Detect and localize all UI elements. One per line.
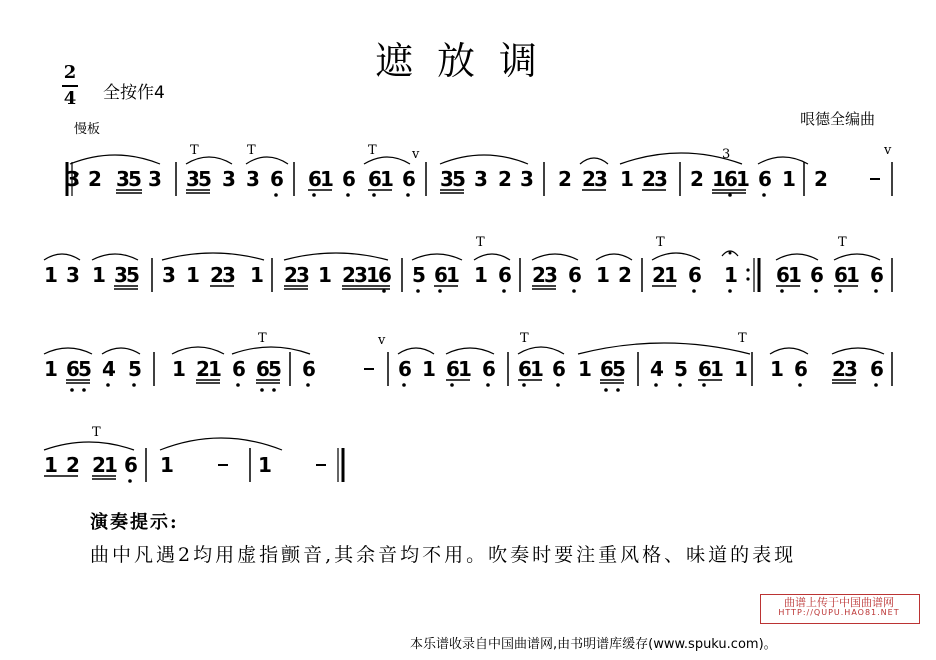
key-note: 全按作4 (103, 83, 165, 103)
note: 1 (788, 263, 802, 287)
note: 1 (782, 167, 796, 191)
note: 6 (794, 357, 808, 381)
low-octave-dot (572, 289, 576, 293)
slur (70, 155, 160, 164)
note: 6 (834, 263, 848, 287)
low-octave-dot (728, 193, 732, 197)
note: 3 (66, 263, 80, 287)
watermark-line1: 曲谱上传于中国曲谱网 (784, 596, 894, 609)
note: 6 (498, 263, 512, 287)
low-octave-dot (128, 479, 132, 483)
note: 3 (474, 167, 488, 191)
note: 3 (654, 167, 668, 191)
note: 6 (398, 357, 412, 381)
low-octave-dot (236, 383, 240, 387)
low-octave-dot (406, 193, 410, 197)
note: 6 (870, 357, 884, 381)
note: 6 (552, 357, 566, 381)
breath-mark: v (884, 143, 892, 158)
repeat-dot (746, 268, 749, 271)
note: 1 (724, 263, 738, 287)
trill-mark: T (190, 143, 199, 158)
note: 3 (296, 263, 310, 287)
note: 6 (600, 357, 614, 381)
slur (412, 254, 462, 260)
note: 2 (618, 263, 632, 287)
note: 5 (268, 357, 282, 381)
note: 3 (440, 167, 454, 191)
note: 2 (814, 167, 828, 191)
note: 1 (474, 263, 488, 287)
note: 3 (844, 357, 858, 381)
low-octave-dot (556, 383, 560, 387)
note: 6 (270, 167, 284, 191)
note: 2 (66, 453, 80, 477)
note: 1 (846, 263, 860, 287)
slur (776, 254, 818, 260)
trill-mark: T (92, 425, 101, 440)
note: 1 (530, 357, 544, 381)
composer-credit: 哏德全编曲 (800, 110, 876, 128)
note: 6 (446, 357, 460, 381)
note: 1 (250, 263, 264, 287)
note: 1 (770, 357, 784, 381)
note: 4 (102, 357, 116, 381)
note: 5 (452, 167, 466, 191)
slur (232, 347, 310, 354)
slur (44, 348, 92, 354)
low-octave-dot (678, 383, 682, 387)
note: 1 (44, 453, 58, 477)
slur (398, 348, 434, 354)
watermark-line2: HTTP://QUPU.HAO81.NET (778, 608, 900, 617)
note: 1 (446, 263, 460, 287)
low-octave-dot (272, 388, 276, 392)
note: 1 (578, 357, 592, 381)
time-signature-denominator: 4 (63, 88, 77, 109)
footer-note: 本乐谱收录自中国曲谱网,由书明谱库缓存(www.spuku.com)。 (410, 637, 777, 652)
performance-hint-title: 演奏提示: (90, 512, 179, 533)
note: 1 (160, 453, 174, 477)
slur (92, 254, 138, 260)
note: 1 (318, 263, 332, 287)
low-octave-dot (306, 383, 310, 387)
low-octave-dot (416, 289, 420, 293)
note: 1 (736, 167, 750, 191)
slur (102, 348, 140, 354)
score-title: 遮放调 (374, 39, 561, 83)
trill-mark: T (476, 235, 485, 250)
low-octave-dot (728, 289, 732, 293)
note: 3 (520, 167, 534, 191)
note: 3 (66, 167, 80, 191)
slur (758, 157, 808, 164)
note: 1 (172, 357, 186, 381)
trill-mark: T (520, 331, 529, 346)
note: 6 (124, 453, 138, 477)
note: 1 (44, 263, 58, 287)
slur (284, 253, 388, 260)
slur (580, 158, 608, 164)
note: 1 (620, 167, 634, 191)
repeat-dot (746, 277, 749, 280)
low-octave-dot (372, 193, 376, 197)
low-octave-dot (260, 388, 264, 392)
note: 2 (210, 263, 224, 287)
note: 6 (256, 357, 270, 381)
note: 5 (198, 167, 212, 191)
low-octave-dot (70, 388, 74, 392)
note: 5 (412, 263, 426, 287)
performance-hint-text: 曲中凡遇2均用虚指颤音,其余音均不用。吹奏时要注重风格、味道的表现 (90, 544, 797, 566)
note: 3 (186, 167, 200, 191)
breath-mark: v (412, 147, 420, 162)
low-octave-dot (798, 383, 802, 387)
note: 2 (342, 263, 356, 287)
note: 3 (544, 263, 558, 287)
note: 5 (128, 357, 142, 381)
note: 2 (284, 263, 298, 287)
low-octave-dot (82, 388, 86, 392)
note: 6 (378, 263, 392, 287)
low-octave-dot (382, 289, 386, 293)
trill-mark: T (247, 143, 256, 158)
note: 3 (116, 167, 130, 191)
triplet-mark: 3 (722, 147, 731, 162)
time-signature-numerator: 2 (63, 62, 77, 83)
low-octave-dot (874, 383, 878, 387)
note: 3 (162, 263, 176, 287)
note: 6 (518, 357, 532, 381)
low-octave-dot (522, 383, 526, 387)
slur (474, 254, 510, 260)
note: 4 (650, 357, 664, 381)
note: 6 (66, 357, 80, 381)
low-octave-dot (654, 383, 658, 387)
trill-mark: T (738, 331, 747, 346)
note: 5 (612, 357, 626, 381)
note: 1 (186, 263, 200, 287)
note: 6 (688, 263, 702, 287)
low-octave-dot (604, 388, 608, 392)
low-octave-dot (438, 289, 442, 293)
note: 6 (698, 357, 712, 381)
low-octave-dot (106, 383, 110, 387)
note: 2 (196, 357, 210, 381)
note: 1 (92, 263, 106, 287)
note: 2 (92, 453, 106, 477)
slur (160, 438, 282, 450)
note: 2 (642, 167, 656, 191)
note: 1 (104, 453, 118, 477)
trill-mark: T (258, 331, 267, 346)
note: 3 (148, 167, 162, 191)
low-octave-dot (762, 193, 766, 197)
note: 1 (664, 263, 678, 287)
low-octave-dot (780, 289, 784, 293)
note: 6 (302, 357, 316, 381)
note: 3 (354, 263, 368, 287)
slur (246, 157, 288, 164)
slur (186, 157, 232, 164)
slur (596, 254, 632, 260)
note: 2 (582, 167, 596, 191)
note: 6 (342, 167, 356, 191)
breath-mark: v (378, 333, 386, 348)
low-octave-dot (502, 289, 506, 293)
note: 1 (44, 357, 58, 381)
slur (446, 348, 494, 354)
note: 6 (368, 167, 382, 191)
note: 3 (114, 263, 128, 287)
note: 2 (652, 263, 666, 287)
note: 2 (690, 167, 704, 191)
slur (578, 343, 750, 354)
low-octave-dot (814, 289, 818, 293)
low-octave-dot (450, 383, 454, 387)
slur (834, 254, 880, 260)
note: 1 (712, 167, 726, 191)
note: 1 (258, 453, 272, 477)
note: 6 (776, 263, 790, 287)
note: 6 (870, 263, 884, 287)
note: 3 (594, 167, 608, 191)
note: 6 (402, 167, 416, 191)
note: 1 (422, 357, 436, 381)
note: 2 (88, 167, 102, 191)
slur (770, 348, 808, 354)
low-octave-dot (274, 193, 278, 197)
note: 5 (128, 167, 142, 191)
low-octave-dot (402, 383, 406, 387)
note: 1 (710, 357, 724, 381)
low-octave-dot (132, 383, 136, 387)
slur (518, 347, 564, 354)
note: 3 (222, 263, 236, 287)
note: 6 (482, 357, 496, 381)
note: 1 (734, 357, 748, 381)
slur (172, 347, 224, 354)
slur (832, 348, 884, 354)
note: 1 (208, 357, 222, 381)
note: 6 (434, 263, 448, 287)
low-octave-dot (874, 289, 878, 293)
trill-mark: T (838, 235, 847, 250)
note: 6 (568, 263, 582, 287)
note: 2 (558, 167, 572, 191)
slur (532, 254, 578, 260)
note: 6 (724, 167, 738, 191)
slur (364, 157, 410, 164)
note: 5 (674, 357, 688, 381)
note: 3 (246, 167, 260, 191)
note: 1 (596, 263, 610, 287)
low-octave-dot (346, 193, 350, 197)
slur (652, 253, 700, 260)
slur (44, 254, 80, 260)
note: 6 (232, 357, 246, 381)
note: 2 (498, 167, 512, 191)
note: 3 (222, 167, 236, 191)
slur (44, 442, 134, 450)
slur (162, 253, 264, 260)
fermata-dot (729, 252, 732, 255)
note: 1 (380, 167, 394, 191)
low-octave-dot (312, 193, 316, 197)
low-octave-dot (692, 289, 696, 293)
tempo-marking: 慢板 (74, 122, 101, 137)
note: 6 (758, 167, 772, 191)
note: 6 (810, 263, 824, 287)
note: 1 (320, 167, 334, 191)
slur (440, 155, 528, 164)
note: 6 (308, 167, 322, 191)
note: 1 (458, 357, 472, 381)
trill-mark: T (368, 143, 377, 158)
note: 1 (366, 263, 380, 287)
low-octave-dot (702, 383, 706, 387)
note: 2 (832, 357, 846, 381)
trill-mark: T (656, 235, 665, 250)
low-octave-dot (838, 289, 842, 293)
note: 5 (126, 263, 140, 287)
low-octave-dot (486, 383, 490, 387)
low-octave-dot (616, 388, 620, 392)
note: 2 (532, 263, 546, 287)
note: 5 (78, 357, 92, 381)
